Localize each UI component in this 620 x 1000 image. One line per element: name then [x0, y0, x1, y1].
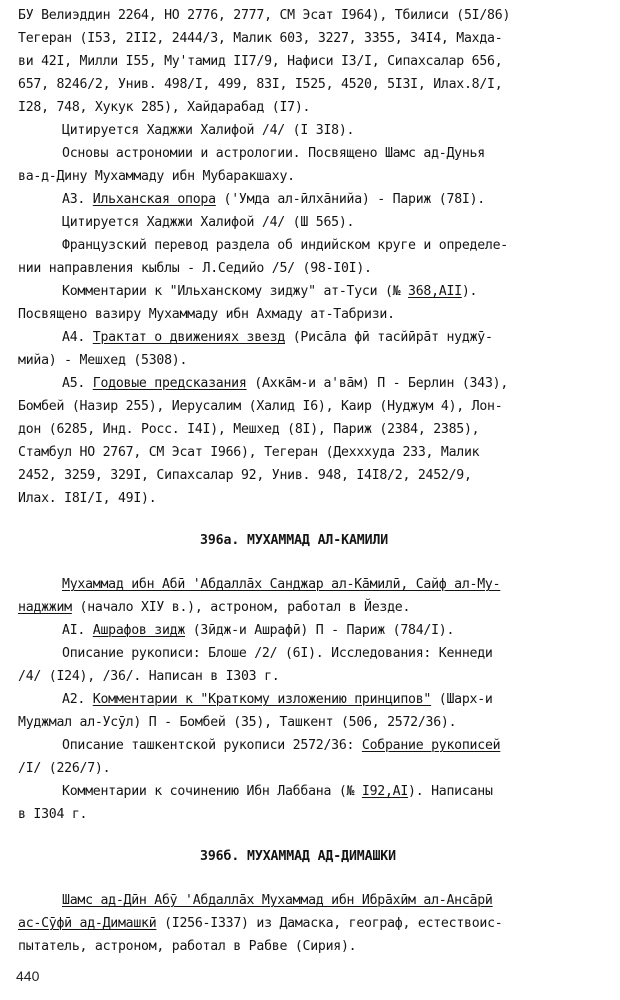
author-name-396b-part2: ас-Сӯфӣ ад-Димашкӣ	[18, 916, 157, 931]
entry-a2-rest: (Шарх-и	[431, 692, 493, 707]
author-name-line-2	[18, 597, 410, 619]
ibn-labban-a: Комментарии к сочинению Ибн Лаббана (№	[62, 784, 362, 799]
author-bio-396a: (начало XIУ в.), астроном, работал в Йезде.	[71, 600, 411, 615]
collection-ref: Собрание рукописей	[361, 738, 501, 753]
author-bio-396b: (I256-I337) из Дамаска, географ, естествоис-	[156, 916, 503, 931]
entry-a5	[62, 373, 508, 395]
commentary-line-b: ).	[461, 284, 478, 299]
entry-a2-num: А2.	[62, 692, 93, 707]
author-name-396b-part1: Шамс ад-Дӣн Абӯ 'Абдаллāх Мухаммад ибн Ибрāхӣм ал-Ансāрӣ	[62, 893, 493, 908]
text-line-28: /4/ (I24), /36/. Написан в I303 г.	[18, 669, 280, 684]
cross-ref-192: I92,AI	[361, 784, 409, 799]
text-line-16: мийа) - Мешхед (5308).	[18, 353, 188, 368]
text-line-34: в I304 г.	[18, 807, 88, 822]
entry-a4-num: А4.	[62, 330, 93, 345]
commentary-line	[62, 281, 477, 303]
text-line-20: Стамбул НО 2767, СМ Эсат I966), Тегеран (Дехххуда 233, Малик	[18, 445, 480, 460]
text-line-3: ви 42I, Милли I55, Му'тамид II7/9, Нафиси I3/I, Сипахсалар 656,	[18, 54, 503, 69]
entry-a4-rest: (Рисāла фӣ тасйӣрāт нуджӯ-	[285, 330, 493, 345]
tashkent-description-a: Описание ташкентской рукописи 2572/36:	[62, 738, 362, 753]
entry-a3-title: Ильханская опора	[92, 192, 216, 207]
ibn-labban-commentary	[62, 781, 493, 803]
text-line-6: Цитируется Хаджжи Халифой /4/ (I 3I8).	[62, 123, 355, 138]
text-line-19: дон (6285, Инд. Росс. I4I), Мешхед (8I), Париж (2384, 2385),	[18, 422, 480, 437]
entry-a4	[62, 327, 493, 349]
author-name-line-1	[62, 574, 500, 596]
text-line-8: ва-д-Дину Мухаммаду ибн Мубаракшаху.	[18, 169, 295, 184]
author-name-396a-part1: Мухаммад ибн Абӣ 'Абдаллāх Санджар ал-Кāмилӣ, Сайф ал-Му-	[62, 577, 501, 592]
text-line-38: пытатель, астроном, работал в Рабве (Сирия).	[18, 939, 357, 954]
entry-a3-rest: ('Умда ал-ӣлхāнийа) - Париж (78I).	[215, 192, 485, 207]
text-line-10: Цитируется Хаджжи Халифой /4/ (Ш 565).	[62, 215, 355, 230]
page-number: 440	[16, 968, 40, 984]
section-heading-396b: 396б. МУХАММАД АД-ДИМАШКИ	[200, 849, 396, 864]
entry-a5-rest: (Ахкāм-и а'вāм) П - Берлин (343),	[246, 376, 509, 391]
entry-a1	[62, 620, 454, 642]
tashkent-description	[62, 735, 500, 757]
text-line-12: нии направления кыблы - Л.Седийо /5/ (98-I0I).	[18, 261, 372, 276]
entry-a5-title: Годовые предсказания	[92, 376, 247, 391]
text-line-30: Муджмал ал-Усӯл) П - Бомбей (35), Ташкент (506, 2572/36).	[18, 715, 457, 730]
commentary-line-a: Комментарии к "Ильханскому зиджу" ат-Туси (№	[62, 284, 409, 299]
author-name-396b-line-2	[18, 913, 502, 935]
entry-a2	[62, 689, 493, 711]
text-line-11: Французский перевод раздела об индийском круге и определе-	[62, 238, 508, 253]
text-line-5: I28, 748, Хукук 285), Хайдарабад (I7).	[18, 100, 311, 115]
cross-ref-368: 368,AII	[408, 284, 462, 299]
text-line-7: Основы астрономии и астрологии. Посвящено Шамс ад-Дунья	[62, 146, 485, 161]
author-name-396a-part2: наджжим	[18, 600, 72, 615]
entry-a5-num: А5.	[62, 376, 93, 391]
text-line-1: БУ Велиэддин 2264, НО 2776, 2777, СМ Эсат I964), Тбилиси (5I/86)	[18, 8, 511, 23]
text-line-4: 657, 8246/2, Унив. 498/I, 499, 83I, I525, 4520, 5I3I, Илах.8/I,	[18, 77, 503, 92]
entry-a1-rest: (Зӣдж-и Ашрафӣ) П - Париж (784/I).	[185, 623, 455, 638]
text-line-14: Посвящено вазиру Мухаммаду ибн Ахмаду ат-Табризи.	[18, 307, 395, 322]
entry-a1-num: AI.	[62, 623, 93, 638]
entry-a3-num: А3.	[62, 192, 93, 207]
text-line-27: Описание рукописи: Блоше /2/ (6I). Исследования: Кеннеди	[62, 646, 493, 661]
text-line-22: Илах. I8I/I, 49I).	[18, 491, 157, 506]
text-line-18: Бомбей (Назир 255), Иерусалим (Халид I6), Каир (Нуджум 4), Лон-	[18, 399, 503, 414]
entry-a3	[62, 189, 485, 211]
author-name-396b-line-1	[62, 890, 493, 912]
text-line-21: 2452, 3259, 329I, Сипахсалар 92, Унив. 948, I4I8/2, 2452/9,	[18, 468, 472, 483]
section-heading-396a: 396а. МУХАММАД АЛ-КАМИЛИ	[200, 533, 389, 548]
ibn-labban-b: ). Написаны	[408, 784, 493, 799]
text-line-2: Тегеран (I53, 2II2, 2444/3, Малик 603, 3227, 3355, 34I4, Махда-	[18, 31, 503, 46]
text-line-32: /I/ (226/7).	[18, 761, 111, 776]
entry-a4-title: Трактат о движениях звезд	[92, 330, 286, 345]
entry-a2-title: Комментарии к "Краткому изложению принципов"	[92, 692, 432, 707]
entry-a1-title: Ашрафов зидж	[92, 623, 186, 638]
